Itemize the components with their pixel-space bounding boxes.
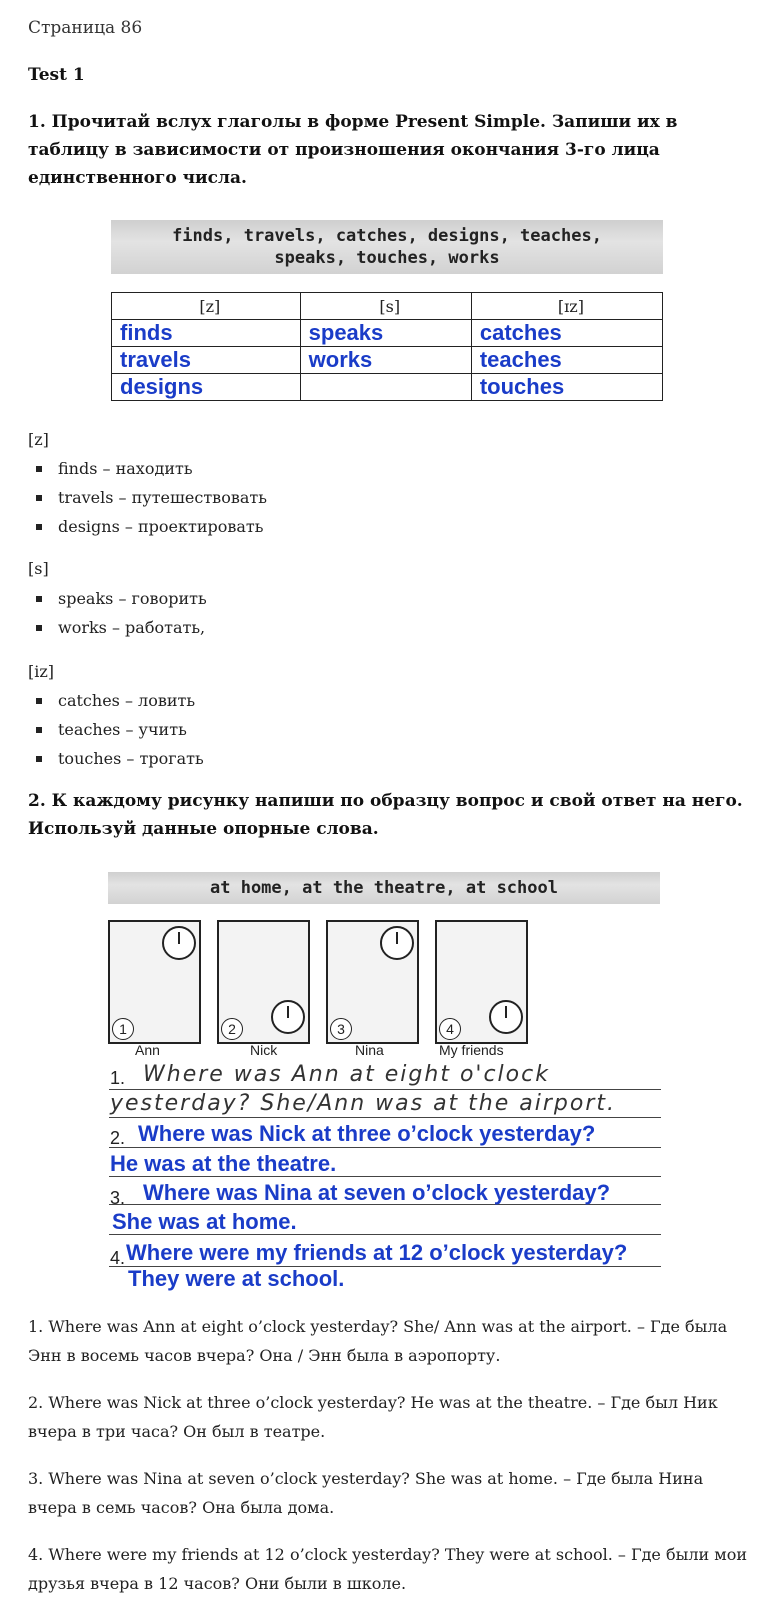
iz-label: [iz] xyxy=(28,662,55,681)
header-z: [z] xyxy=(112,293,301,320)
picture-nina xyxy=(326,920,419,1044)
table-cell: speaks xyxy=(300,320,471,347)
task1-instruction: 1. Прочитай вслух глаголы в форме Present Simple. Запиши их в таблицу в зависимости от произношения окончания 3-го лица единственного числа. xyxy=(28,112,678,188)
translation-1: 1. Where was Ann at eight o’clock yesterday? She/ Ann was at the airport. – Где была Энн в восемь часов вчера? Она / Энн была в аэропорту. xyxy=(28,1317,728,1365)
table-cell: finds xyxy=(112,320,301,347)
caption-ann: Ann xyxy=(135,1042,160,1058)
picture-number: 1 xyxy=(112,1018,134,1040)
list-item: speaks – говорить xyxy=(28,584,207,613)
s-label: [s] xyxy=(28,559,49,578)
table-cell: designs xyxy=(112,374,301,401)
header-s: [s] xyxy=(300,293,471,320)
picture-friends xyxy=(435,920,528,1044)
list-item: works – работать, xyxy=(28,613,207,642)
table-row xyxy=(112,347,663,374)
line-number: 2. xyxy=(110,1128,126,1148)
pronunciation-table xyxy=(111,292,663,401)
translation-2: 2. Where was Nick at three o’clock yesterday? He was at the theatre. – Где был Ник вчера в три часа? Он был в театре. xyxy=(28,1393,718,1441)
test-title: Test 1 xyxy=(28,65,85,85)
clock-icon xyxy=(380,926,414,960)
answer-reply: They were at school. xyxy=(128,1266,345,1291)
example-line1: Where was Ann at eight o'clock xyxy=(143,1062,550,1087)
header-iz: [ɪz] xyxy=(471,293,662,320)
table-cell: catches xyxy=(471,320,662,347)
table-row xyxy=(112,374,663,401)
table-cell: teaches xyxy=(471,347,662,374)
table-row xyxy=(112,320,663,347)
picture-nick xyxy=(217,920,310,1044)
list-item: teaches – учить xyxy=(28,715,204,744)
caption-friends: My friends xyxy=(439,1042,504,1058)
task2-word-bank: at home, at the theatre, at school xyxy=(108,872,660,904)
answer-question: Where were my friends at 12 o’clock yesterday? xyxy=(126,1240,628,1265)
list-item: touches – трогать xyxy=(28,744,204,773)
clock-icon xyxy=(271,1000,305,1034)
answer-reply: He was at the theatre. xyxy=(110,1151,337,1176)
writing-line xyxy=(109,1117,661,1118)
task1-word-bank xyxy=(111,220,663,274)
answer-question: Where was Nina at seven o’clock yesterday? xyxy=(143,1180,611,1205)
writing-line xyxy=(109,1089,661,1090)
table-cell xyxy=(300,374,471,401)
page-label: Страница 86 xyxy=(28,18,143,38)
picture-number: 3 xyxy=(330,1018,352,1040)
answer-question: Where was Nick at three o’clock yesterday? xyxy=(138,1121,596,1146)
table-cell: travels xyxy=(112,347,301,374)
writing-line xyxy=(109,1147,661,1148)
iz-list xyxy=(28,686,204,773)
s-list xyxy=(28,584,207,642)
line-number: 1. xyxy=(110,1068,126,1088)
list-item: catches – ловить xyxy=(28,686,204,715)
line-number: 4. xyxy=(110,1248,126,1268)
z-label: [z] xyxy=(28,430,49,449)
clock-icon xyxy=(489,1000,523,1034)
translation-4: 4. Where were my friends at 12 o’clock yesterday? They were at school. – Где были мои друзья вчера в 12 часов? Они были в школе. xyxy=(28,1545,747,1593)
task2-instruction: 2. К каждому рисунку напиши по образцу вопрос и свой ответ на него. Используй данные опорные слова. xyxy=(28,791,743,839)
clock-icon xyxy=(162,926,196,960)
table-header-row xyxy=(112,293,663,320)
list-item: designs – проектировать xyxy=(28,512,267,541)
answer-reply: She was at home. xyxy=(112,1209,297,1234)
table-cell: touches xyxy=(471,374,662,401)
caption-nina: Nina xyxy=(355,1042,384,1058)
picture-number: 4 xyxy=(439,1018,461,1040)
list-item: finds – находить xyxy=(28,454,267,483)
picture-number: 2 xyxy=(221,1018,243,1040)
translation-3: 3. Where was Nina at seven o’clock yesterday? She was at home. – Где была Нина вчера в семь часов? Она была дома. xyxy=(28,1469,704,1517)
example-line2: yesterday? She/Ann was at the airport. xyxy=(110,1091,616,1116)
caption-nick: Nick xyxy=(250,1042,278,1058)
picture-ann xyxy=(108,920,201,1044)
line-number: 3. xyxy=(110,1188,126,1208)
table-cell: works xyxy=(300,347,471,374)
z-list xyxy=(28,454,267,541)
list-item: travels – путешествовать xyxy=(28,483,267,512)
word-bank-line1: finds, travels, catches, designs, teaches, xyxy=(172,226,602,246)
word-bank-line2: speaks, touches, works xyxy=(274,248,500,268)
